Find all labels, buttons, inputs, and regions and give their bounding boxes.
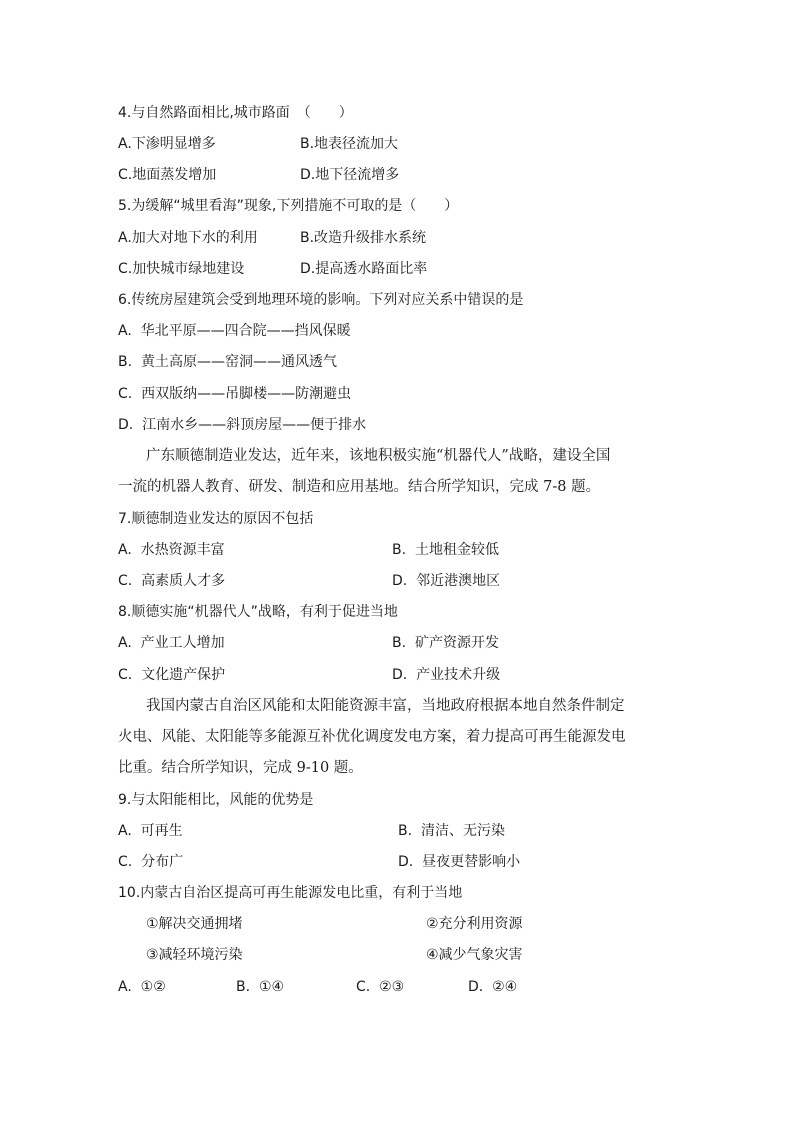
q4-option-d: D.地下径流增多 — [300, 167, 400, 183]
q4-option-b: B.地表径流加大 — [300, 136, 399, 152]
q5-option-b: B.改造升级排水系统 — [300, 230, 427, 246]
q6-option-b: B. 黄土高原——窑洞——通风透气 — [118, 354, 337, 370]
passage-1-line-1: 广东顺德制造业发达，近年来，该地积极实施“机器代人”战略，建设全国 — [146, 448, 611, 464]
passage-2-line-1: 我国内蒙古自治区风能和太阳能资源丰富，当地政府根据本地自然条件制定 — [146, 698, 625, 714]
q7-option-c: C. 高素质人才多 — [118, 573, 226, 589]
q8-option-b: B. 矿产资源开发 — [392, 635, 499, 651]
q4-stem: 4.与自然路面相比,城市路面 （ ） — [118, 105, 353, 121]
q10-statement-2: ②充分利用资源 — [426, 916, 523, 932]
q9-option-a: A. 可再生 — [118, 823, 183, 839]
q8-option-d: D. 产业技术升级 — [392, 667, 501, 683]
q8-option-a: A. 产业工人增加 — [118, 635, 225, 651]
q9-option-b: B. 清洁、无污染 — [398, 823, 505, 839]
q6-option-c: C. 西双版纳——吊脚楼——防潮避虫 — [118, 386, 352, 402]
q9-option-d: D. 昼夜更替影响小 — [398, 854, 521, 870]
q10-option-c: C. ②③ — [356, 979, 405, 995]
passage-1-line-2: 一流的机器人教育、研发、制造和应用基地。结合所学知识，完成 7-8 题。 — [118, 479, 601, 495]
q10-option-a: A. ①② — [118, 979, 166, 995]
q4-option-c: C.地面蒸发增加 — [118, 167, 217, 183]
q5-option-c: C.加快城市绿地建设 — [118, 261, 245, 277]
q6-stem: 6.传统房屋建筑会受到地理环境的影响。下列对应关系中错误的是 — [118, 292, 524, 308]
q10-statement-1: ①解决交通拥堵 — [146, 916, 243, 932]
q8-stem: 8.顺德实施“机器代人”战略，有利于促进当地 — [118, 604, 398, 620]
q7-option-b: B. 土地租金较低 — [392, 542, 499, 558]
q7-option-a: A. 水热资源丰富 — [118, 542, 225, 558]
q9-stem: 9.与太阳能相比，风能的优势是 — [118, 792, 314, 808]
q8-option-c: C. 文化遗产保护 — [118, 667, 226, 683]
q7-option-d: D. 邻近港澳地区 — [392, 573, 501, 589]
passage-2-line-3: 比重。结合所学知识，完成 9-10 题。 — [118, 760, 363, 776]
q10-stem: 10.内蒙古自治区提高可再生能源发电比重，有利于当地 — [118, 885, 463, 901]
q10-statement-3: ③减轻环境污染 — [146, 947, 243, 963]
q10-option-b: B. ①④ — [236, 979, 285, 995]
q7-stem: 7.顺德制造业发达的原因不包括 — [118, 511, 314, 527]
q6-option-a: A. 华北平原——四合院——挡风保暖 — [118, 323, 351, 339]
q9-option-c: C. 分布广 — [118, 854, 184, 870]
q10-statement-4: ④减少气象灾害 — [426, 947, 523, 963]
q5-stem: 5.为缓解“城里看海”现象,下列措施不可取的是（ ） — [118, 198, 459, 214]
passage-2-line-2: 火电、风能、太阳能等多能源互补优化调度发电方案，着力提高可再生能源发电 — [118, 729, 626, 745]
q5-option-d: D.提高透水路面比率 — [300, 261, 428, 277]
q4-option-a: A.下渗明显增多 — [118, 136, 216, 152]
q5-option-a: A.加大对地下水的利用 — [118, 230, 258, 246]
q10-option-d: D. ②④ — [468, 979, 518, 995]
q6-option-d: D. 江南水乡——斜顶房屋——便于排水 — [118, 417, 367, 433]
